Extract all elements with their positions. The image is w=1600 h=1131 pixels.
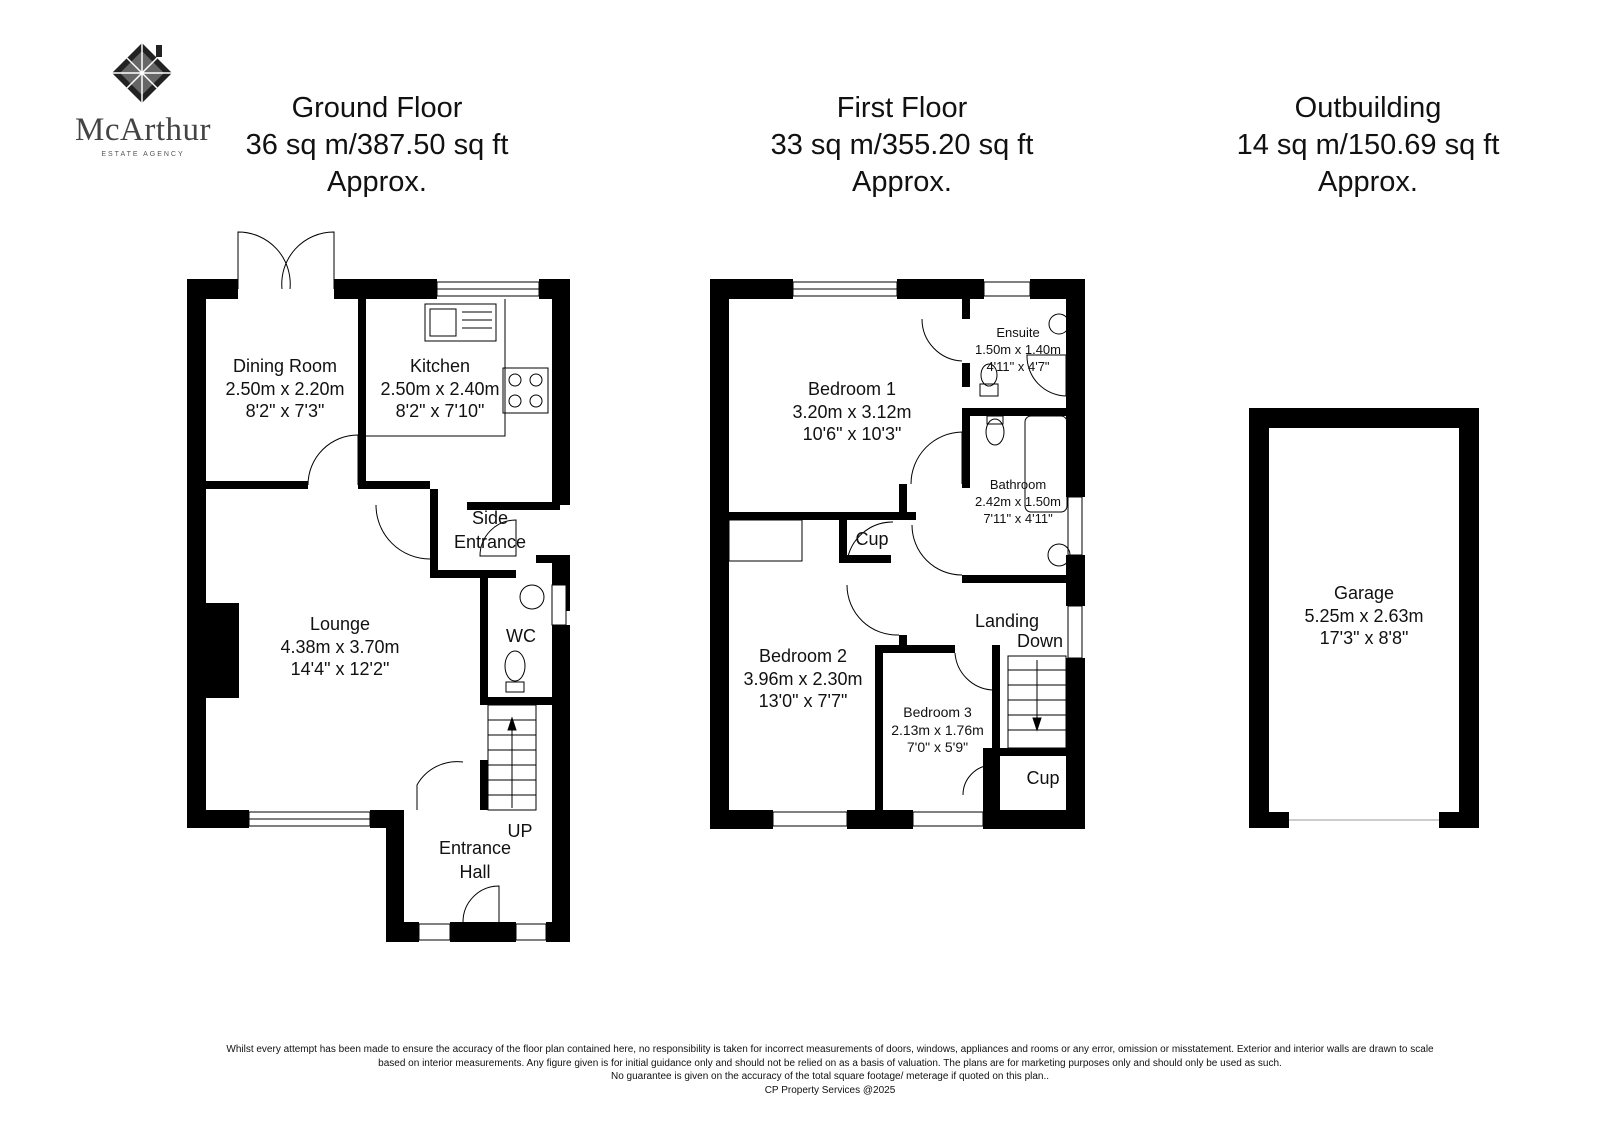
room-metric: 2.50m x 2.20m <box>225 378 345 399</box>
room-cupboard-1 <box>847 528 897 551</box>
room-name: Side <box>471 508 509 528</box>
room-imperial: 8'2" x 7'3" <box>245 401 325 421</box>
room-metric: 2.13m x 1.76m <box>891 721 984 738</box>
floor-approx: Approx. <box>327 166 427 198</box>
room-imperial: 7'0" x 5'9" <box>906 739 969 755</box>
stairs-label: UP <box>507 821 533 841</box>
room-metric: 3.20m x 3.12m <box>792 401 912 422</box>
floor-area: 33 sq m/355.20 sq ft <box>770 129 1034 161</box>
floor-area: 36 sq m/387.50 sq ft <box>245 129 509 161</box>
room-side-entrance <box>440 506 540 554</box>
disclaimer-line-2: based on interior measurements. Any figure given is for initial guidance only and should not be relied on as a basis of valuation. The plans are for marketing purposes only and should only be used as such. <box>378 1057 1282 1069</box>
room-imperial: 7'11" x 4'11" <box>983 510 1053 526</box>
room-imperial: 14'4" x 12'2" <box>290 659 390 679</box>
room-name: Landing <box>974 611 1040 631</box>
room-imperial: 13'0" x 7'7" <box>758 691 848 711</box>
room-dining <box>210 355 360 423</box>
room-name: Bedroom 2 <box>758 646 848 666</box>
room-name: Cup <box>855 529 889 549</box>
room-metric: 3.96m x 2.30m <box>743 668 863 689</box>
copyright: CP Property Services @2025 <box>764 1084 896 1096</box>
room-name: Kitchen <box>409 356 471 376</box>
room-name: Bathroom <box>989 477 1047 492</box>
floor-name: Outbuilding <box>1294 92 1442 124</box>
room-imperial: 17'3" x 8'8" <box>1319 628 1409 648</box>
room-imperial: 8'2" x 7'10" <box>395 401 485 421</box>
room-name: Bedroom 3 <box>903 704 972 720</box>
room-imperial: 10'6" x 10'3" <box>802 424 902 444</box>
disclaimer-line-3: No guarantee is given on the accuracy of the total square footage/ meterage if quoted on this plan.. <box>610 1071 1050 1082</box>
room-bedroom-1 <box>767 378 937 446</box>
room-bedroom-2 <box>733 645 873 713</box>
room-metric: 1.50m x 1.40m <box>975 341 1061 357</box>
stairs-label: Down <box>1016 631 1064 651</box>
stairs-down-label <box>1010 630 1070 653</box>
room-name: Entrance <box>438 838 512 858</box>
brand-tagline: ESTATE AGENCY <box>101 151 185 158</box>
room-garage <box>1284 582 1444 650</box>
room-name: Bedroom 1 <box>807 379 897 399</box>
outbuilding-heading <box>1168 90 1568 201</box>
room-metric: 4.38m x 3.70m <box>280 636 400 657</box>
room-metric: 5.25m x 2.63m <box>1304 605 1424 626</box>
room-imperial: 4'11" x 4'7" <box>986 358 1050 374</box>
room-lounge <box>250 613 430 681</box>
floor-name: Ground Floor <box>291 92 463 124</box>
room-metric: 2.50m x 2.40m <box>380 378 500 399</box>
room-name: Lounge <box>309 614 371 634</box>
floor-approx: Approx. <box>1318 166 1418 198</box>
room-cupboard-2 <box>1018 767 1068 790</box>
room-bedroom-3 <box>885 704 990 757</box>
disclaimer-line-1: Whilst every attempt has been made to ensure the accuracy of the floor plan contained here, no responsibility is taken for incorrect measurements of doors, windows, appliances and rooms or any error, omission or misstatement. Exterior and interior walls are drawn to scale <box>226 1044 1434 1055</box>
room-name-2: Entrance <box>453 532 527 552</box>
room-metric: 2.42m x 1.50m <box>975 493 1061 509</box>
room-name: Dining Room <box>232 356 338 376</box>
floor-name: First Floor <box>836 92 968 124</box>
brand-name: McArthur <box>75 112 211 148</box>
ground-floor-heading <box>177 90 577 201</box>
room-name: WC <box>506 626 536 646</box>
first-floor-heading <box>702 90 1102 201</box>
room-bathroom <box>970 477 1066 528</box>
room-entrance-hall <box>425 836 525 884</box>
room-kitchen <box>368 355 512 423</box>
disclaimer <box>100 1043 1560 1097</box>
room-wc <box>496 625 546 648</box>
room-name-2: Hall <box>459 862 491 882</box>
room-name: Garage <box>1333 583 1395 603</box>
floor-approx: Approx. <box>852 166 952 198</box>
room-ensuite <box>970 325 1066 376</box>
room-name: Ensuite <box>996 325 1040 340</box>
room-name: Cup <box>1026 768 1060 788</box>
floor-area: 14 sq m/150.69 sq ft <box>1236 129 1500 161</box>
